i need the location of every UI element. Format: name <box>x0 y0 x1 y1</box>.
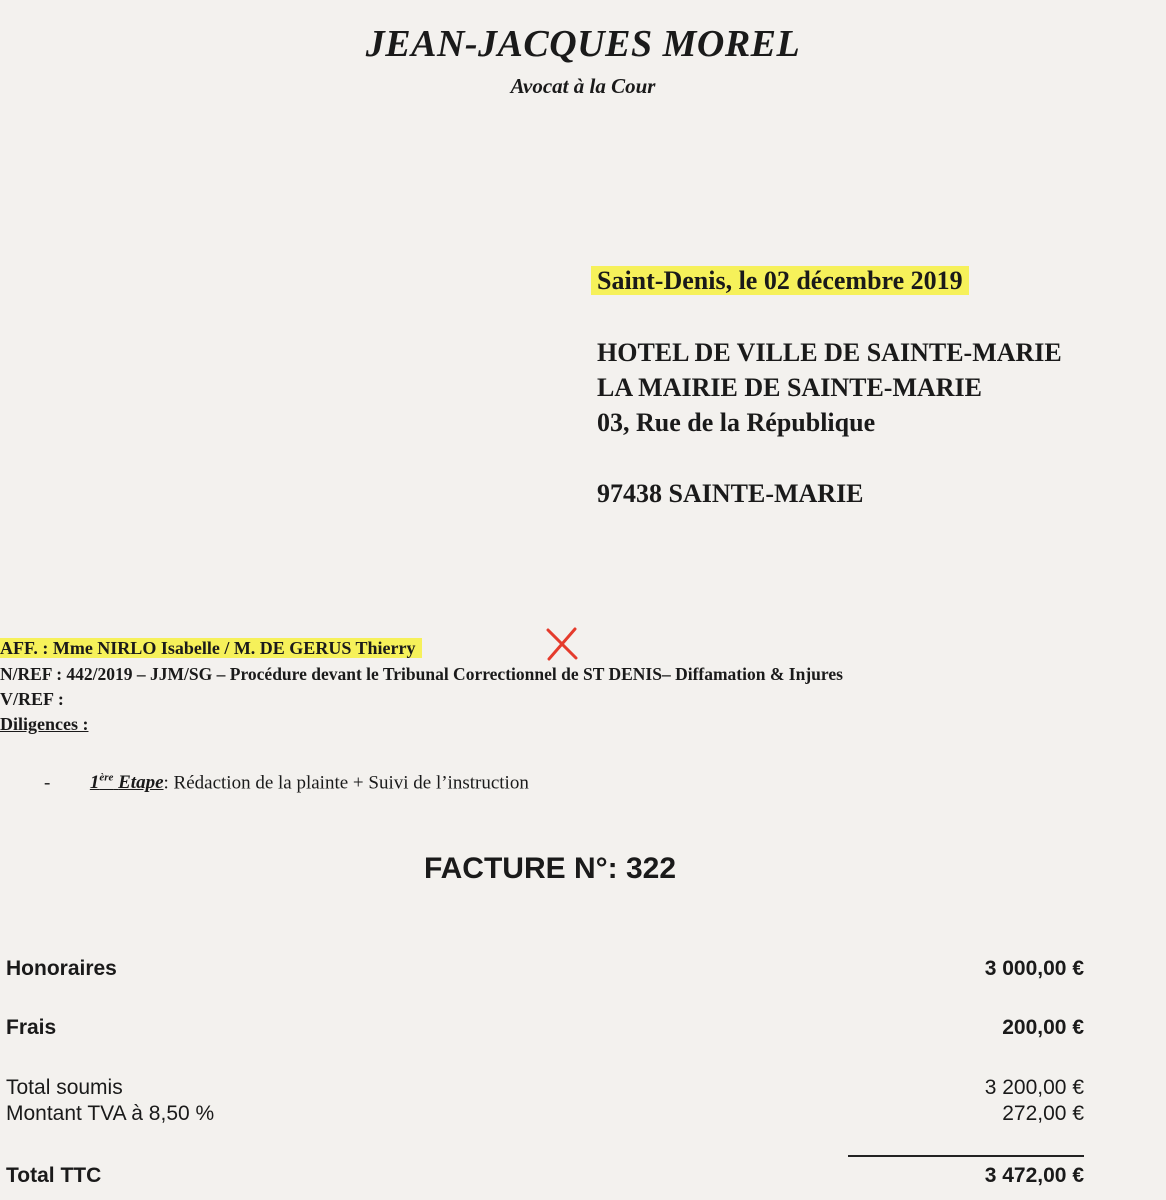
step-bullet: - <box>44 772 51 794</box>
line-label-honoraires: Honoraires <box>6 957 117 980</box>
date-text: Saint-Denis, le 02 décembre 2019 <box>591 266 969 295</box>
step-superscript: ère <box>99 772 114 784</box>
step-number: 1 <box>89 772 100 794</box>
recipient-line-2: LA MAIRIE DE SAINTE-MARIE <box>597 373 982 402</box>
recipient-line-4: 97438 SAINTE-MARIE <box>597 479 864 508</box>
aff-line <box>0 638 422 659</box>
line-amount-total-soumis: 3 200,00 € <box>984 1076 1084 1099</box>
line-label-total-soumis: Total soumis <box>6 1076 123 1099</box>
step-label-text: Etape <box>118 772 164 794</box>
recipient-line-1: HOTEL DE VILLE DE SAINTE-MARIE <box>597 338 1062 367</box>
nref-line: N/REF : 442/2019 – JJM/SG – Procédure devant le Tribunal Correctionnel de ST DENIS– Diffamation & Injures <box>0 664 843 684</box>
line-amount-frais: 200,00 € <box>1002 1016 1084 1039</box>
line-amount-honoraires: 3 000,00 € <box>984 957 1084 980</box>
line-amount-total-ttc: 3 472,00 € <box>984 1164 1084 1187</box>
line-label-tva: Montant TVA à 8,50 % <box>6 1102 215 1125</box>
handwritten-x-mark <box>544 626 580 662</box>
line-label-total-ttc: Total TTC <box>6 1164 102 1187</box>
step-description: : Rédaction de la plainte + Suivi de l’instruction <box>163 772 529 794</box>
total-divider <box>848 1155 1084 1157</box>
letterhead-name: JEAN-JACQUES MOREL <box>365 23 801 65</box>
vref-line: V/REF : <box>0 689 64 709</box>
diligences-heading: Diligences : <box>0 714 89 734</box>
invoice-title: FACTURE N°: 322 <box>423 852 677 885</box>
step-label <box>90 772 164 793</box>
aff-text: AFF. : Mme NIRLO Isabelle / M. DE GERUS Thierry <box>0 638 422 658</box>
recipient-line-3: 03, Rue de la République <box>597 408 876 437</box>
line-amount-tva: 272,00 € <box>1002 1102 1084 1125</box>
date-line <box>597 266 969 296</box>
step-line <box>44 772 529 794</box>
letterhead-subtitle: Avocat à la Cour <box>510 74 656 98</box>
line-label-frais: Frais <box>6 1016 57 1039</box>
